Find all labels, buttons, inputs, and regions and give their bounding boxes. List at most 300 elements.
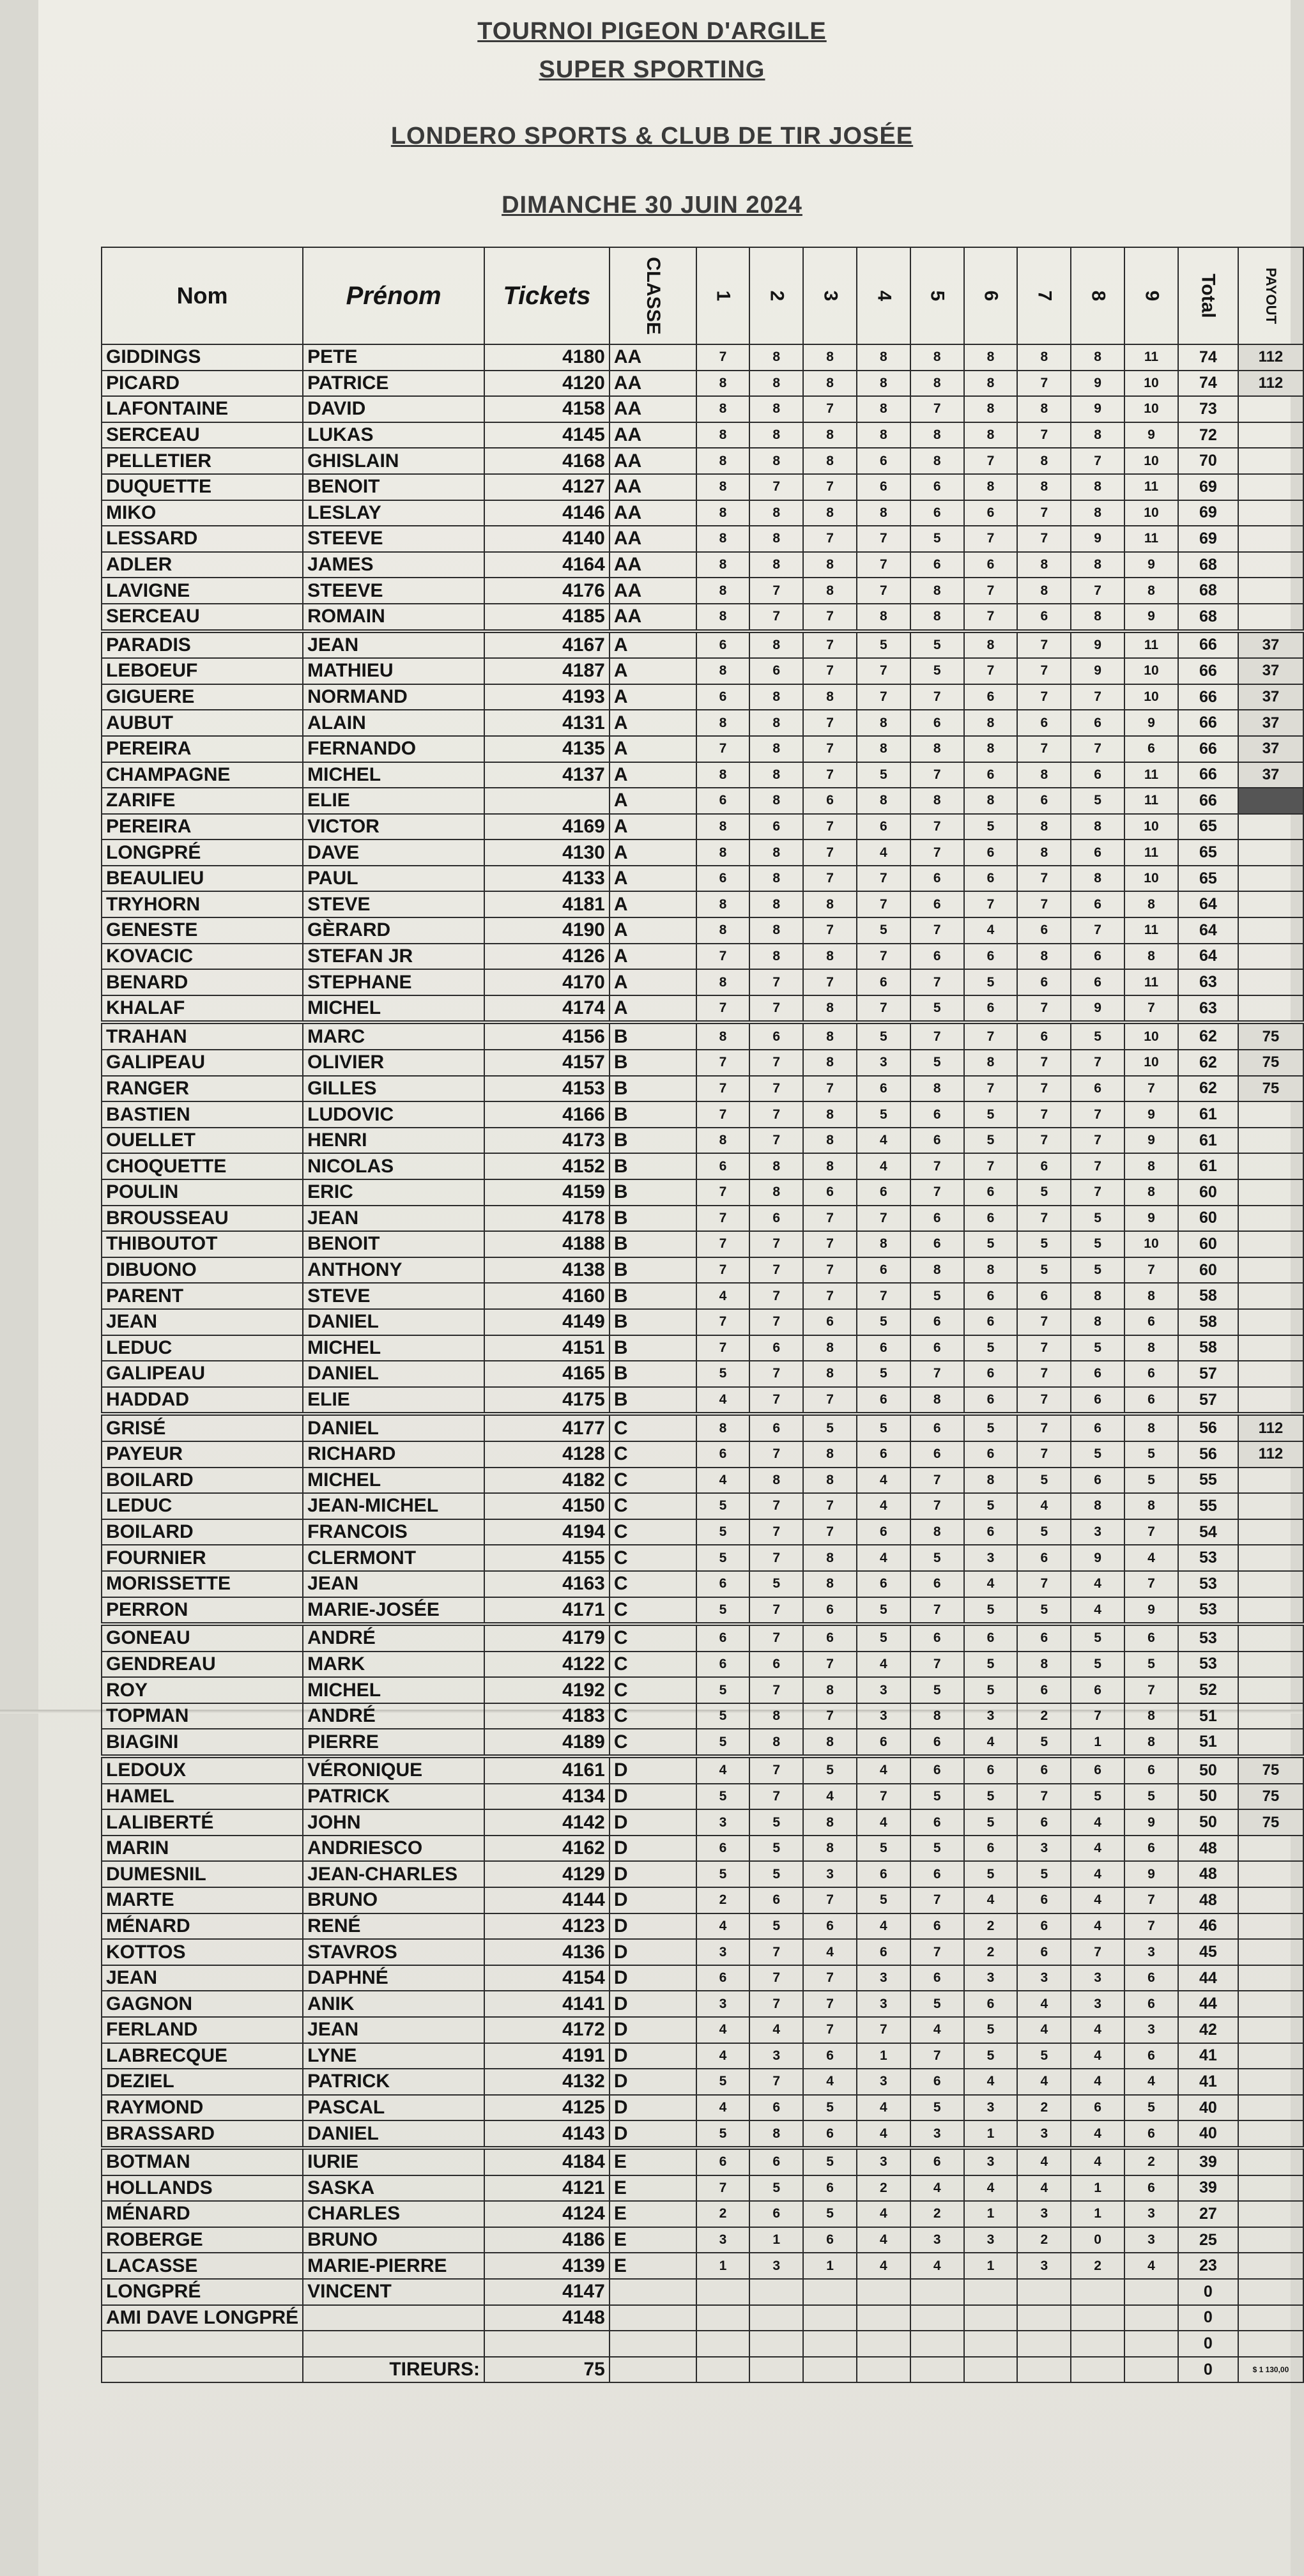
cell-round-score: 7 (1124, 1571, 1178, 1597)
cell-ticket: 4152 (484, 1153, 610, 1179)
cell-round-score: 3 (1071, 1519, 1124, 1545)
cell-round-score: 6 (964, 684, 1018, 710)
cell-nom: PARENT (102, 1283, 303, 1309)
table-row (102, 1809, 1303, 1836)
table-row (102, 1624, 1303, 1652)
cell-round-score: 8 (910, 1387, 964, 1414)
cell-round-score (857, 2279, 910, 2305)
cell-round-score: 9 (1071, 658, 1124, 684)
cell-payout (1238, 1703, 1303, 1729)
cell-round-score: 4 (803, 1784, 857, 1810)
cell-prenom: BENOIT (303, 474, 484, 500)
cell-prenom: JEAN (303, 1206, 484, 1232)
cell-nom: KOVACIC (102, 944, 303, 970)
cell-round-score: 6 (749, 1335, 803, 1361)
cell-round-score: 6 (1017, 917, 1071, 944)
table-row (102, 944, 1303, 970)
cell-round-score: 4 (857, 839, 910, 866)
cell-round-score: 7 (803, 658, 857, 684)
cell-payout (1238, 500, 1303, 526)
cell-round-score: 8 (1017, 448, 1071, 474)
table-row (102, 1991, 1303, 2017)
cell-round-score: 8 (803, 1101, 857, 1128)
table-row (102, 344, 1303, 371)
cell-classe: D (610, 1913, 696, 1940)
cell-round-score: 4 (857, 1153, 910, 1179)
cell-round-score: 10 (1124, 396, 1178, 422)
cell-round-score: 6 (749, 2201, 803, 2227)
cell-round-score: 9 (1124, 1597, 1178, 1625)
cell-round-score: 7 (803, 866, 857, 892)
cell-round-score: 10 (1124, 448, 1178, 474)
table-row (102, 1076, 1303, 1102)
cell-prenom: DAVE (303, 839, 484, 866)
cell-classe: D (610, 1965, 696, 1991)
cell-round-score: 5 (696, 1784, 750, 1810)
cell-round-score: 8 (964, 344, 1018, 371)
cell-classe: A (610, 736, 696, 762)
cell-payout (1238, 969, 1303, 995)
cell-nom: GALIPEAU (102, 1361, 303, 1387)
cell-round-score: 4 (1071, 1861, 1124, 1887)
cell-nom: TOPMAN (102, 1703, 303, 1729)
cell-round-score: 8 (1017, 474, 1071, 500)
cell-round-score: 8 (749, 552, 803, 578)
cell-round-score: 1 (1071, 2201, 1124, 2227)
cell-ticket: 4140 (484, 526, 610, 552)
cell-payout (1238, 1335, 1303, 1361)
cell-nom: MÉNARD (102, 1913, 303, 1940)
cell-round-score: 5 (749, 1836, 803, 1862)
cell-nom: LEDUC (102, 1493, 303, 1519)
cell-classe: E (610, 2201, 696, 2227)
cell-payout (1238, 2279, 1303, 2305)
cell-round-score: 3 (857, 1050, 910, 1076)
cell-round-score: 6 (910, 1206, 964, 1232)
cell-round-score: 3 (803, 1861, 857, 1887)
cell-round-score: 6 (964, 944, 1018, 970)
cell-round-score: 6 (1071, 891, 1124, 917)
table-row (102, 1597, 1303, 1625)
cell-nom: GIGUERE (102, 684, 303, 710)
cell-round-score: 3 (910, 2227, 964, 2253)
cell-classe (610, 2331, 696, 2357)
cell-total: 45 (1178, 1939, 1238, 1965)
cell-round-score: 7 (1017, 866, 1071, 892)
cell-round-score: 7 (857, 866, 910, 892)
cell-round-score: 6 (749, 1022, 803, 1050)
cell-nom: FERLAND (102, 2017, 303, 2043)
cell-round-score: 5 (857, 1597, 910, 1625)
cell-total: 53 (1178, 1597, 1238, 1625)
cell-round-score (964, 2305, 1018, 2331)
cell-round-score: 8 (749, 684, 803, 710)
cell-round-score: 7 (803, 2017, 857, 2043)
cell-round-score: 5 (696, 1519, 750, 1545)
cell-classe: D (610, 1991, 696, 2017)
cell-round-score: 6 (857, 1939, 910, 1965)
cell-round-score: 7 (910, 762, 964, 788)
cell-round-score: 8 (964, 474, 1018, 500)
cell-nom: ADLER (102, 552, 303, 578)
cell-nom: LABRECQUE (102, 2043, 303, 2069)
col-round-3: 3 (803, 247, 857, 344)
cell-round-score: 5 (857, 917, 910, 944)
cell-total: 73 (1178, 396, 1238, 422)
cell-round-score: 6 (910, 2069, 964, 2095)
cell-round-score: 8 (964, 631, 1018, 659)
cell-round-score: 3 (1017, 1836, 1071, 1862)
cell-nom: LACASSE (102, 2253, 303, 2279)
table-row (102, 995, 1303, 1023)
cell-prenom: MICHEL (303, 1468, 484, 1494)
cell-round-score: 6 (1017, 1887, 1071, 1913)
cell-prenom: ROMAIN (303, 604, 484, 631)
cell-round-score: 1 (964, 2120, 1018, 2148)
cell-round-score: 6 (857, 814, 910, 840)
cell-nom: PELLETIER (102, 448, 303, 474)
cell-round-score: 6 (1017, 1153, 1071, 1179)
cell-round-score: 6 (857, 1387, 910, 1414)
cell-round-score: 9 (1124, 1101, 1178, 1128)
cell-round-score: 8 (749, 944, 803, 970)
cell-total: 51 (1178, 1729, 1238, 1756)
cell-round-score: 7 (803, 1703, 857, 1729)
cell-round-score: 6 (910, 1335, 964, 1361)
cell-round-score: 7 (749, 578, 803, 604)
col-round-6: 6 (964, 247, 1018, 344)
cell-total: 58 (1178, 1309, 1238, 1335)
cell-payout (1238, 1206, 1303, 1232)
table-row (102, 371, 1303, 397)
cell-round-score: 5 (910, 1545, 964, 1571)
cell-round-score: 8 (749, 396, 803, 422)
cell-round-score: 7 (910, 1887, 964, 1913)
cell-round-score (1017, 2279, 1071, 2305)
cell-round-score: 6 (910, 1441, 964, 1468)
cell-round-score: 6 (910, 1913, 964, 1940)
cell-round-score: 7 (857, 526, 910, 552)
table-row (102, 866, 1303, 892)
cell-total: 39 (1178, 2148, 1238, 2175)
cell-payout (1238, 2120, 1303, 2148)
cell-total: 23 (1178, 2253, 1238, 2279)
cell-payout (1238, 2331, 1303, 2357)
cell-round-score: 4 (1071, 2017, 1124, 2043)
cell-round-score: 5 (1124, 1652, 1178, 1678)
cell-round-score: 6 (910, 1128, 964, 1154)
table-row (102, 1468, 1303, 1494)
cell-round-score: 5 (964, 1414, 1018, 1441)
cell-payout (1238, 2017, 1303, 2043)
cell-round-score: 7 (964, 1076, 1018, 1102)
cell-round-score (803, 2279, 857, 2305)
cell-round-score: 7 (749, 1387, 803, 1414)
cell-round-score: 5 (696, 1861, 750, 1887)
cell-round-score: 6 (1071, 762, 1124, 788)
cell-payout: 75 (1238, 1784, 1303, 1810)
cell-ticket: 4185 (484, 604, 610, 631)
cell-round-score: 5 (857, 1361, 910, 1387)
cell-total: 39 (1178, 2175, 1238, 2202)
cell-prenom: MARIE-JOSÉE (303, 1597, 484, 1625)
cell-round-score: 8 (857, 344, 910, 371)
cell-round-score: 5 (803, 2201, 857, 2227)
cell-round-score: 7 (803, 1991, 857, 2017)
cell-total: 65 (1178, 839, 1238, 866)
cell-round-score: 9 (1124, 1128, 1178, 1154)
cell-round-score: 5 (1071, 1022, 1124, 1050)
cell-round-score: 6 (803, 2120, 857, 2148)
cell-round-score: 5 (696, 1545, 750, 1571)
cell-payout: 37 (1238, 658, 1303, 684)
cell-round-score: 4 (1071, 2120, 1124, 2148)
cell-round-score: 8 (696, 526, 750, 552)
cell-round-score: 9 (1071, 1545, 1124, 1571)
cell-round-score: 7 (910, 684, 964, 710)
results-body (102, 344, 1303, 2357)
cell-ticket: 4136 (484, 1939, 610, 1965)
cell-round-score: 2 (1017, 2227, 1071, 2253)
cell-round-score: 3 (696, 1939, 750, 1965)
cell-classe: A (610, 658, 696, 684)
cell-round-score: 8 (964, 736, 1018, 762)
cell-round-score: 11 (1124, 762, 1178, 788)
cell-round-score (1124, 2279, 1178, 2305)
cell-round-score: 7 (696, 1257, 750, 1284)
table-row (102, 2253, 1303, 2279)
cell-round-score (1124, 2305, 1178, 2331)
cell-classe: AA (610, 371, 696, 397)
cell-round-score: 7 (749, 1361, 803, 1387)
cell-round-score: 2 (910, 2201, 964, 2227)
cell-round-score: 9 (1071, 995, 1124, 1023)
cell-round-score: 4 (696, 1283, 750, 1309)
cell-payout (1238, 1597, 1303, 1625)
cell-round-score: 7 (696, 1179, 750, 1206)
cell-round-score (1071, 2305, 1124, 2331)
table-row (102, 1652, 1303, 1678)
cell-round-score: 4 (857, 2227, 910, 2253)
cell-round-score: 6 (964, 1991, 1018, 2017)
cell-classe: A (610, 995, 696, 1023)
cell-round-score: 8 (696, 474, 750, 500)
table-row (102, 500, 1303, 526)
cell-round-score: 6 (696, 631, 750, 659)
cell-total: 64 (1178, 891, 1238, 917)
cell-payout: 37 (1238, 684, 1303, 710)
cell-round-score: 7 (1071, 578, 1124, 604)
table-row (102, 839, 1303, 866)
table-row (102, 2305, 1303, 2331)
cell-payout (1238, 474, 1303, 500)
cell-nom: PAYEUR (102, 1441, 303, 1468)
cell-round-score: 5 (1071, 1231, 1124, 1257)
cell-prenom: LUDOVIC (303, 1101, 484, 1128)
cell-ticket: 4168 (484, 448, 610, 474)
cell-ticket: 4122 (484, 1652, 610, 1678)
cell-round-score: 6 (910, 1965, 964, 1991)
cell-total: 70 (1178, 448, 1238, 474)
cell-round-score: 6 (1124, 2120, 1178, 2148)
col-payout: PAYOUT (1238, 247, 1303, 344)
cell-prenom: ANDRÉ (303, 1624, 484, 1652)
cell-classe: C (610, 1519, 696, 1545)
cell-round-score: 7 (696, 1101, 750, 1128)
table-row (102, 2201, 1303, 2227)
cell-prenom: MATHIEU (303, 658, 484, 684)
cell-nom: DUMESNIL (102, 1861, 303, 1887)
cell-round-score: 7 (1017, 1101, 1071, 1128)
payout-total: $ 1 130,00 (1238, 2357, 1303, 2383)
cell-round-score: 8 (910, 1257, 964, 1284)
header-row (102, 247, 1303, 344)
cell-round-score: 6 (964, 552, 1018, 578)
cell-round-score: 7 (857, 1206, 910, 1232)
cell-classe: B (610, 1179, 696, 1206)
cell-prenom: GILLES (303, 1076, 484, 1102)
cell-round-score: 10 (1124, 1050, 1178, 1076)
cell-prenom: LESLAY (303, 500, 484, 526)
cell-round-score: 7 (1071, 1939, 1124, 1965)
cell-round-score: 5 (1071, 1441, 1124, 1468)
cell-nom: ZARIFE (102, 788, 303, 814)
cell-payout (1238, 1493, 1303, 1519)
cell-round-score: 6 (1124, 1387, 1178, 1414)
cell-round-score: 7 (964, 1153, 1018, 1179)
cell-round-score: 3 (696, 1991, 750, 2017)
cell-round-score: 8 (1017, 344, 1071, 371)
cell-round-score: 6 (749, 1414, 803, 1441)
cell-round-score (1017, 2305, 1071, 2331)
cell-round-score: 3 (964, 1965, 1018, 1991)
cell-round-score: 7 (1017, 736, 1071, 762)
cell-round-score: 6 (910, 866, 964, 892)
cell-round-score: 5 (910, 995, 964, 1023)
cell-round-score: 8 (910, 578, 964, 604)
cell-round-score: 5 (696, 1703, 750, 1729)
cell-ticket: 4160 (484, 1283, 610, 1309)
table-row (102, 1836, 1303, 1862)
cell-ticket (484, 788, 610, 814)
cell-nom: JEAN (102, 1309, 303, 1335)
cell-round-score: 6 (857, 1861, 910, 1887)
cell-ticket: 4158 (484, 396, 610, 422)
cell-prenom: STEVE (303, 891, 484, 917)
cell-round-score: 9 (1124, 1809, 1178, 1836)
cell-prenom: PIERRE (303, 1729, 484, 1756)
cell-classe: E (610, 2175, 696, 2202)
cell-round-score: 3 (1124, 2227, 1178, 2253)
cell-round-score: 8 (696, 917, 750, 944)
cell-prenom: SASKA (303, 2175, 484, 2202)
cell-round-score: 7 (1017, 1387, 1071, 1414)
cell-round-score: 8 (964, 1050, 1018, 1076)
table-row (102, 1231, 1303, 1257)
cell-round-score: 5 (910, 1283, 964, 1309)
cell-round-score: 5 (964, 814, 1018, 840)
cell-round-score: 5 (964, 1861, 1018, 1887)
cell-classe: D (610, 2017, 696, 2043)
cell-payout (1238, 1861, 1303, 1887)
cell-round-score: 6 (696, 1153, 750, 1179)
cell-nom: LEDUC (102, 1335, 303, 1361)
cell-ticket: 4177 (484, 1414, 610, 1441)
cell-round-score: 8 (1017, 1652, 1071, 1678)
cell-round-score: 7 (1017, 1784, 1071, 1810)
cell-total: 53 (1178, 1571, 1238, 1597)
cell-round-score: 7 (803, 1652, 857, 1678)
cell-round-score: 5 (964, 2017, 1018, 2043)
cell-round-score: 8 (1124, 1703, 1178, 1729)
cell-round-score: 7 (696, 1335, 750, 1361)
cell-payout: 75 (1238, 1756, 1303, 1784)
table-row (102, 526, 1303, 552)
table-row (102, 1153, 1303, 1179)
cell-round-score: 5 (964, 1493, 1018, 1519)
cell-ticket: 4178 (484, 1206, 610, 1232)
cell-payout (1238, 1101, 1303, 1128)
cell-round-score: 8 (1124, 1729, 1178, 1756)
cell-classe: AA (610, 448, 696, 474)
cell-round-score: 7 (803, 1493, 857, 1519)
cell-round-score: 7 (1071, 1050, 1124, 1076)
cell-round-score: 4 (1124, 2253, 1178, 2279)
cell-round-score (696, 2279, 750, 2305)
cell-total: 0 (1178, 2279, 1238, 2305)
cell-round-score: 8 (696, 658, 750, 684)
cell-round-score: 6 (910, 1414, 964, 1441)
cell-nom: FOURNIER (102, 1545, 303, 1571)
cell-round-score: 6 (696, 684, 750, 710)
cell-round-score: 7 (910, 1939, 964, 1965)
cell-payout (1238, 1545, 1303, 1571)
cell-round-score: 3 (964, 1545, 1018, 1571)
col-round-8: 8 (1071, 247, 1124, 344)
cell-round-score: 7 (803, 1076, 857, 1102)
cell-round-score: 6 (857, 1441, 910, 1468)
tireurs-label: TIREURS: (303, 2357, 484, 2383)
cell-round-score: 7 (910, 1153, 964, 1179)
cell-round-score: 4 (749, 2017, 803, 2043)
cell-round-score: 6 (803, 1309, 857, 1335)
cell-prenom: ELIE (303, 788, 484, 814)
cell-round-score: 8 (803, 1836, 857, 1862)
cell-round-score: 9 (1124, 552, 1178, 578)
cell-round-score: 7 (749, 1756, 803, 1784)
table-row (102, 2120, 1303, 2148)
cell-prenom: ALAIN (303, 710, 484, 736)
cell-classe: A (610, 917, 696, 944)
table-row (102, 2227, 1303, 2253)
cell-round-score: 3 (1124, 2017, 1178, 2043)
col-nom: Nom (102, 247, 303, 344)
cell-round-score: 4 (1071, 2148, 1124, 2175)
cell-round-score: 4 (964, 2175, 1018, 2202)
cell-round-score: 7 (1017, 631, 1071, 659)
cell-round-score: 8 (696, 762, 750, 788)
col-round-1: 1 (696, 247, 750, 344)
cell-round-score: 7 (696, 344, 750, 371)
cell-round-score: 10 (1124, 1022, 1178, 1050)
col-classe: CLASSE (610, 247, 696, 344)
cell-round-score: 4 (696, 1756, 750, 1784)
cell-payout (1238, 1887, 1303, 1913)
cell-round-score: 7 (1017, 422, 1071, 448)
cell-round-score: 6 (1071, 1677, 1124, 1703)
cell-nom: BASTIEN (102, 1101, 303, 1128)
cell-payout: 75 (1238, 1050, 1303, 1076)
